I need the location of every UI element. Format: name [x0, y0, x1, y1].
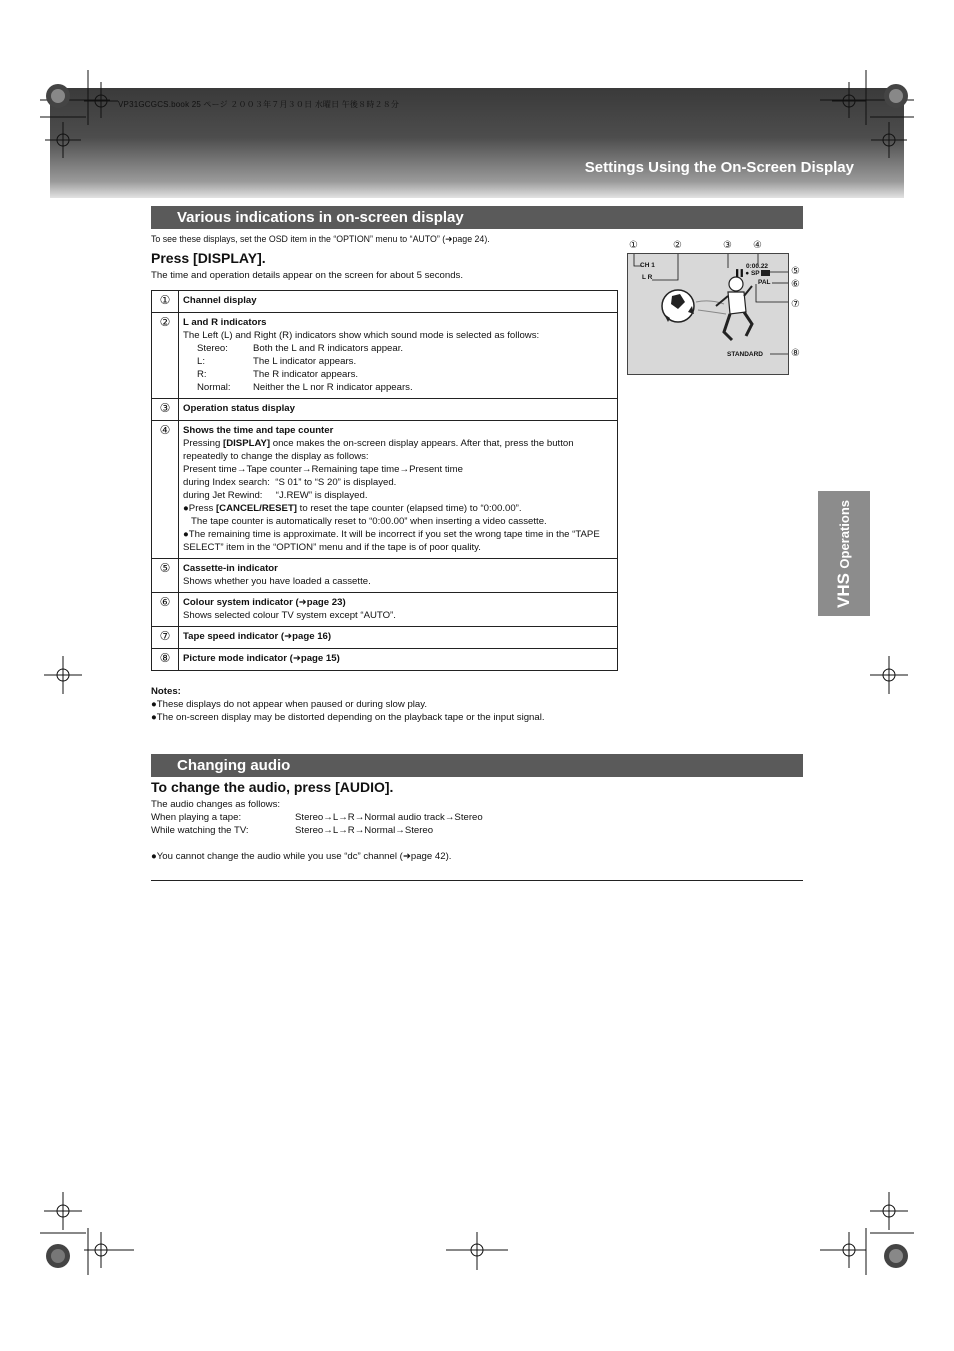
mode-key: L: — [197, 356, 206, 367]
row-number: ④ — [152, 421, 179, 559]
text-run: during Index search: — [183, 477, 270, 488]
table-row — [152, 313, 618, 399]
row-number: ③ — [152, 399, 179, 421]
text-run: ●Press — [183, 503, 216, 514]
mode-value: The R indicator appears. — [253, 369, 359, 380]
row-title: Channel display — [183, 295, 257, 306]
row-title: Shows the time and tape counter — [183, 425, 334, 436]
mode-key: Stereo: — [197, 343, 228, 354]
mode-value: The L indicator appears. — [253, 356, 357, 367]
section-bar-onscreen-indications — [151, 206, 803, 229]
mode-key: Normal: — [197, 382, 231, 393]
row-description: Shows whether you have loaded a cassette. — [183, 576, 371, 587]
mode-value: Neither the L nor R indicator appears. — [253, 382, 413, 393]
audio-sequence: Stereo→L→R→Normal→Stereo — [295, 825, 434, 836]
tv-screen-illustration — [627, 253, 789, 375]
display-cycle: Present time→Tape counter→Remaining tape time→Present time — [183, 464, 463, 475]
row-title: Tape speed indicator (➜page 16) — [183, 631, 332, 642]
note-item: ●The on-screen display may be distorted depending on the playback tape or the input signal. — [151, 712, 545, 723]
mode-value: Both the L and R indicators appear. — [253, 343, 404, 354]
audio-sequence-list — [151, 811, 611, 837]
row-number: ⑦ — [152, 627, 179, 649]
side-tab-vhs-operations — [818, 491, 870, 616]
row-description: The Left (L) and Right (R) indicators show which sound mode is selected as follows: — [183, 330, 540, 341]
row-title: Picture mode indicator (➜page 15) — [183, 653, 340, 664]
audio-note: ●You cannot change the audio while you use “dc” channel (➜page 42). — [151, 851, 452, 862]
osd-status: ▌▌● SP — [736, 270, 770, 277]
row-number: ② — [152, 313, 179, 399]
bullet-remaining: ●The remaining time is approximate. It will be incorrect if you set the wrong tape time in the “TAPE SELECT” item in the “OPTION” menu and if the tape is of poor quality. — [183, 529, 600, 553]
row-description: Shows selected colour TV system except “AUTO”. — [183, 610, 396, 621]
side-tab-label-small: Operations — [837, 499, 852, 569]
table-row — [152, 291, 618, 313]
indications-table — [151, 290, 618, 671]
index-search-line — [183, 476, 613, 489]
text-run: once makes the on-screen display appears. After that, press the button repeatedly to change the display as follows: — [183, 438, 574, 462]
section-intro: To see these displays, set the OSD item in the “OPTION” menu to “AUTO” (➜page 24). — [151, 234, 490, 244]
osd-lr: L R — [642, 274, 653, 281]
note-item: ●These displays do not appear when paused or during slow play. — [151, 699, 428, 710]
audio-context: When playing a tape: — [151, 812, 242, 823]
table-row — [152, 627, 618, 649]
callout-5: ⑤ — [791, 266, 800, 277]
section-title: Changing audio — [177, 757, 291, 774]
callout-2: ② — [673, 240, 682, 251]
text-run: Pressing — [183, 438, 223, 449]
side-tab-label-big: VHS — [834, 572, 853, 608]
audio-context: While watching the TV: — [151, 825, 249, 836]
osd-channel: CH 1 — [640, 262, 655, 269]
callout-3: ③ — [723, 240, 732, 251]
row-number: ⑥ — [152, 593, 179, 627]
callout-1: ① — [629, 240, 638, 251]
cassette-icon — [761, 270, 770, 276]
row-title: L and R indicators — [183, 317, 267, 328]
osd-sp: SP — [750, 270, 760, 277]
callout-6: ⑥ — [791, 279, 800, 290]
row-title: Cassette-in indicator — [183, 563, 278, 574]
table-row — [152, 593, 618, 627]
row-number: ⑧ — [152, 649, 179, 671]
section-title: Various indications in on-screen display — [177, 209, 464, 226]
text-run: to reset the tape counter (elapsed time) to “0:00.00”. — [297, 503, 522, 514]
row-number: ⑤ — [152, 559, 179, 593]
press-display-subtext: The time and operation details appear on the screen for about 5 seconds. — [151, 270, 463, 281]
table-row — [152, 421, 618, 559]
table-row — [152, 559, 618, 593]
file-info-line: VP31GCGCS.book 25 ページ ２００３年７月３０日 水曜日 午後８時２８分 — [118, 100, 400, 109]
bottom-rule — [151, 880, 803, 881]
row-description — [183, 437, 613, 463]
osd-pal: PAL — [758, 279, 771, 286]
row-number: ① — [152, 291, 179, 313]
audio-intro: The audio changes as follows: — [151, 799, 281, 810]
text-run: during Jet Rewind: — [183, 490, 263, 501]
table-row — [152, 649, 618, 671]
press-display-heading: Press [DISPLAY]. — [151, 250, 266, 266]
jet-rewind-line — [183, 489, 613, 502]
row-title: Colour system indicator (➜page 23) — [183, 597, 346, 608]
text-run: “J.REW” is displayed. — [275, 490, 368, 501]
osd-time: 0:00.22 — [746, 263, 769, 270]
notes-label: Notes: — [151, 686, 181, 697]
page-title: Settings Using the On-Screen Display — [584, 159, 854, 176]
callout-8: ⑧ — [791, 348, 800, 359]
table-row — [152, 399, 618, 421]
cancel-reset-ref: [CANCEL/RESET] — [215, 503, 297, 514]
bullet-reset-cont: The tape counter is automatically reset to “0:00.00” when inserting a video cassette. — [191, 516, 547, 527]
bullet-reset — [183, 502, 613, 515]
osd-standard: STANDARD — [727, 351, 763, 358]
audio-heading: To change the audio, press [AUDIO]. — [151, 779, 394, 795]
sound-mode-list — [183, 342, 613, 394]
callout-4: ④ — [753, 240, 762, 251]
row-title: Operation status display — [183, 403, 295, 414]
display-button-ref: [DISPLAY] — [223, 438, 271, 449]
mode-key: R: — [197, 369, 207, 380]
callout-7: ⑦ — [791, 299, 800, 310]
text-run: “S 01” to “S 20” is displayed. — [275, 477, 397, 488]
section-bar-changing-audio — [151, 754, 803, 777]
audio-sequence: Stereo→L→R→Normal audio track→Stereo — [295, 812, 483, 823]
